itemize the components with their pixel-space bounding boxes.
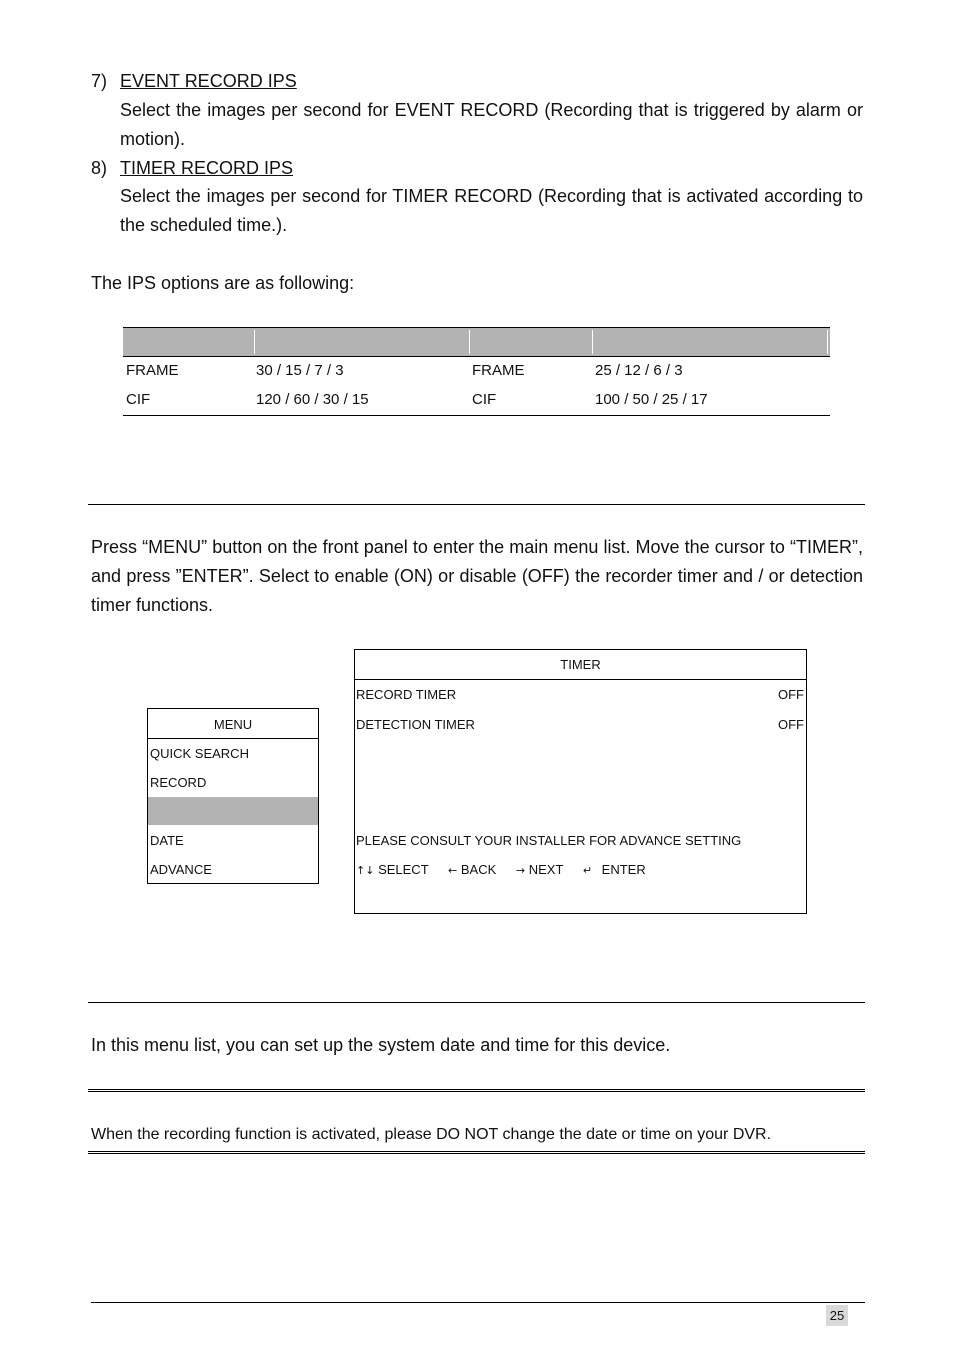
ips-intro: The IPS options are as following: [91,273,355,293]
installer-note: PLEASE CONSULT YOUR INSTALLER FOR ADVANCE SETTING [356,833,742,848]
nav-enter-label: ENTER [601,862,646,877]
menu-item-record[interactable]: RECORD [150,775,207,790]
record-timer-value[interactable]: OFF [778,687,804,702]
table-cell: CIF [126,391,151,408]
table-cell: 100 / 50 / 25 / 17 [595,391,708,408]
menu-item-quick-search[interactable]: QUICK SEARCH [150,746,249,761]
item-8-description: Select the images per second for TIMER RECORD (Recording that is activated according to the scheduled time.). [120,186,863,235]
menu-item-date[interactable]: DATE [150,833,184,848]
detection-timer-label: DETECTION TIMER [356,717,475,732]
left-arrow-icon: ← [448,864,458,877]
nav-back-label: BACK [460,862,497,877]
timer-intro: Press “MENU” button on the front panel to enter the main menu list. Move the cursor to “TIMER”, and press ”ENTER”. Select to enable (ON) or disable (OFF) the recorder timer and / or detection timer functions. [91,537,863,615]
note-top-rule [88,1089,865,1090]
timer-title-rule [355,679,806,680]
menu-title: MENU [213,717,253,732]
table-bottom-rule [123,415,830,416]
section-rule [88,504,865,505]
menu-box [147,708,319,884]
header-divider [469,330,470,354]
header-divider [592,330,593,354]
item-7-title: EVENT RECORD IPS [120,71,297,91]
enter-arrow-icon: ↵ [582,864,593,877]
section-rule [88,1002,865,1003]
note-top-rule-inner [88,1091,865,1092]
table-cell: 30 / 15 / 7 / 3 [256,362,344,379]
date-intro: In this menu list, you can set up the system date and time for this device. [91,1035,671,1055]
timer-title: TIMER [560,657,601,672]
detection-timer-value[interactable]: OFF [778,717,804,732]
item-7-number: 7) [91,71,108,91]
nav-select-label: SELECT [378,862,429,877]
table-cell: 120 / 60 / 30 / 15 [256,391,369,408]
nav-next-label: NEXT [528,862,564,877]
table-cell: FRAME [126,362,179,379]
table-cell: 25 / 12 / 6 / 3 [595,362,683,379]
record-timer-label: RECORD TIMER [356,687,457,702]
menu-item-selected[interactable] [148,797,318,825]
menu-title-rule [148,738,318,739]
up-down-arrow-icon: ↑↓ [356,864,375,877]
header-divider [254,330,255,354]
nav-hints [356,862,646,877]
item-7-description: Select the images per second for EVENT RECORD (Recording that is triggered by alarm or motion). [120,100,863,149]
item-8-number: 8) [91,158,108,178]
item-8-title: TIMER RECORD IPS [120,158,294,178]
right-arrow-icon: → [515,864,526,877]
date-note: When the recording function is activated, please DO NOT change the date or time on your DVR. [91,1126,772,1143]
page-number: 25 [826,1305,848,1326]
ips-table-header [123,327,830,357]
note-bottom-rule-inner [88,1153,865,1154]
footer-rule [91,1302,865,1303]
menu-item-advance[interactable]: ADVANCE [150,862,212,877]
timer-box [354,649,807,914]
table-cell: CIF [472,391,497,408]
header-divider [827,330,828,354]
table-cell: FRAME [472,362,525,379]
note-bottom-rule [88,1151,865,1152]
